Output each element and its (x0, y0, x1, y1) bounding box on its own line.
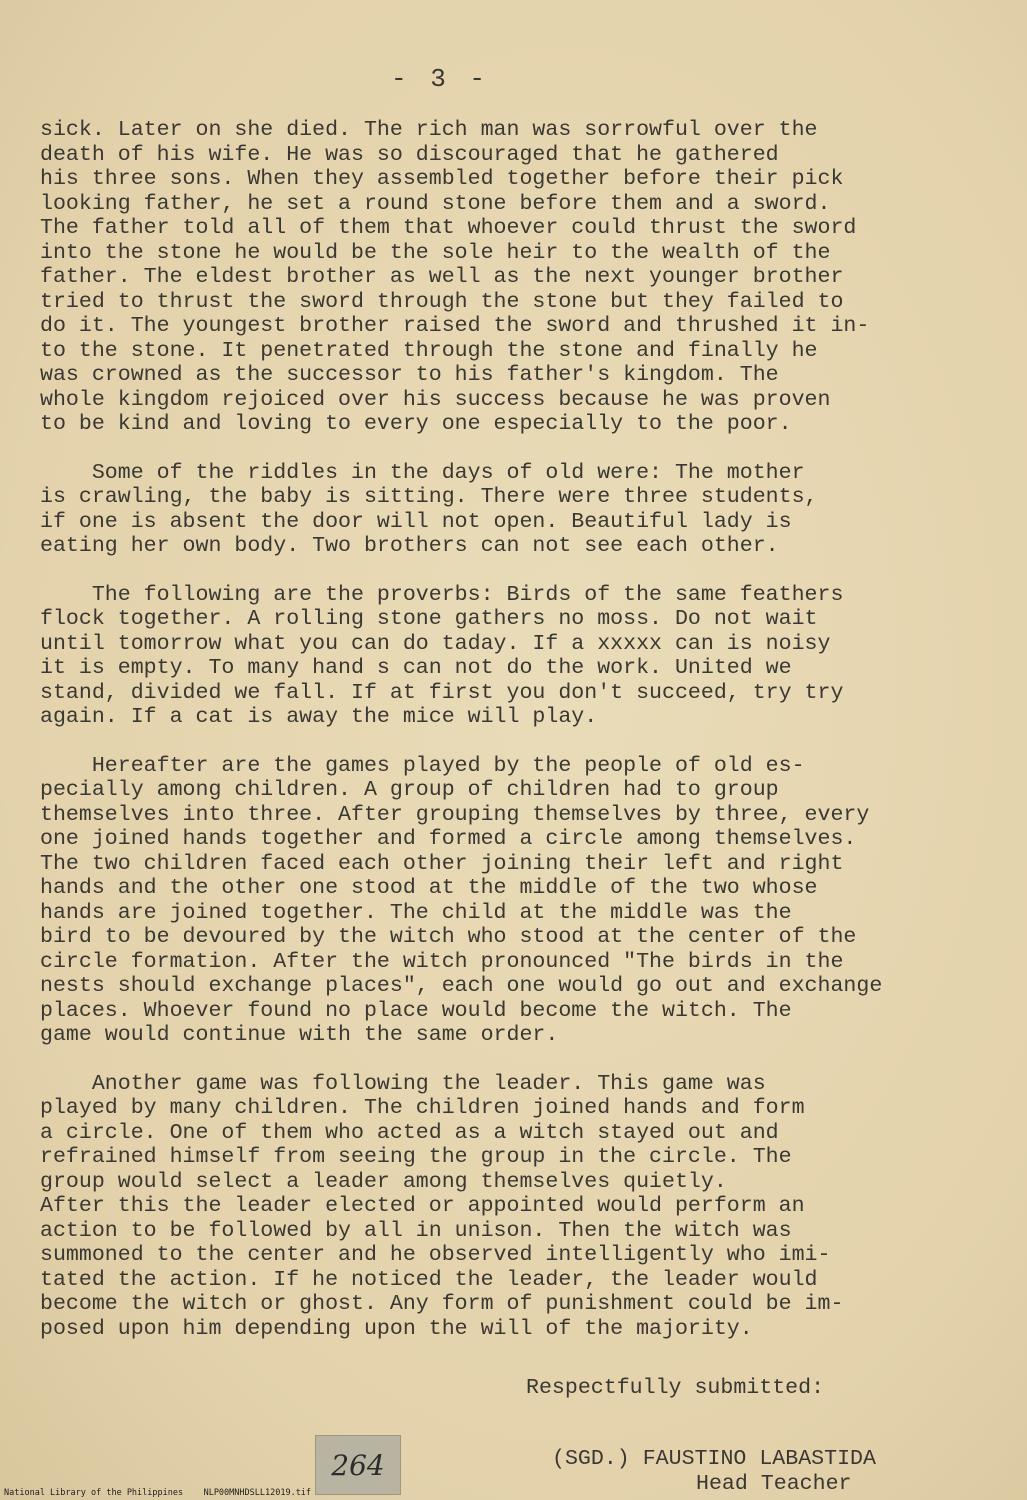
text-line: do it. The youngest brother raised the sword and thrushed it in- (40, 314, 870, 338)
text-line: After this the leader elected or appointed would perform an (40, 1194, 805, 1218)
text-line: become the witch or ghost. Any form of punishment could be im- (40, 1292, 844, 1316)
text-line: hands and the other one stood at the middle of the two whose (40, 876, 818, 900)
text-line: The following are the proverbs: Birds of the same feathers (40, 582, 844, 607)
text-line: Another game was following the leader. This game was (40, 1071, 766, 1096)
signatory-name: (SGD.) FAUSTINO LABASTIDA (552, 1447, 876, 1471)
text-line: again. If a cat is away the mice will play. (40, 705, 598, 729)
paragraph-riddles (40, 461, 990, 559)
text-line: hands are joined together. The child at the middle was the (40, 900, 792, 925)
page-number: - 3 - (390, 64, 489, 94)
paragraph-story (40, 118, 990, 437)
text-line: game would continue with the same order. (40, 1023, 559, 1047)
text-line: into the stone he would be the sole heir to the wealth of the (40, 240, 831, 265)
text-line: tated the action. If he noticed the leader, the leader would (40, 1267, 818, 1292)
text-line: places. Whoever found no place would become the witch. The (40, 998, 792, 1023)
text-line: stand, divided we fall. If at first you don't succeed, try try (40, 680, 844, 705)
text-line: to the stone. It penetrated through the stone and finally he (40, 338, 818, 363)
text-line: a circle. One of them who acted as a witch stayed out and (40, 1120, 779, 1145)
signature-block (552, 1447, 876, 1496)
text-line: bird to be devoured by the witch who stood at the center of the (40, 925, 857, 949)
archive-footer: National Library of the Philippines NLP00MNHDSLL12019.tif (4, 1488, 312, 1498)
paragraph-follow-the-leader (40, 1072, 990, 1342)
text-line: it is empty. To many hand s can not do the work. United we (40, 656, 792, 680)
text-line: eating her own body. Two brothers can not see each other. (40, 534, 779, 558)
text-line: action to be followed by all in unison. Then the witch was (40, 1218, 792, 1243)
text-line: until tomorrow what you can do taday. If a xxxxx can is noisy (40, 631, 831, 656)
page-stamp (315, 1435, 401, 1495)
text-line: tried to thrust the sword through the stone but they failed to (40, 289, 844, 314)
text-line: sick. Later on she died. The rich man was sorrowful over the (40, 118, 818, 142)
closing-line: Respectfully submitted: (526, 1376, 825, 1400)
stamp-number: 264 (331, 1448, 385, 1482)
signatory-title: Head Teacher (696, 1471, 852, 1496)
text-line: circle formation. After the witch pronounced "The birds in the (40, 949, 844, 974)
text-line: one joined hands together and formed a circle among themselves. (40, 827, 857, 851)
text-line: whole kingdom rejoiced over his success because he was proven (40, 387, 831, 412)
text-line: was crowned as the successor to his father's kingdom. The (40, 363, 779, 387)
text-line: father. The eldest brother as well as the next younger brother (40, 265, 844, 289)
text-line: Some of the riddles in the days of old were: The mother (40, 460, 805, 485)
document-body (40, 118, 990, 1365)
text-line: summoned to the center and he observed intelligently who imi- (40, 1243, 831, 1267)
text-line: if one is absent the door will not open. Beautiful lady is (40, 509, 792, 534)
paragraph-proverbs (40, 583, 990, 730)
text-line: nests should exchange places", each one would go out and exchange (40, 974, 883, 998)
text-line: played by many children. The children joined hands and form (40, 1096, 805, 1120)
text-line: is crawling, the baby is sitting. There were three students, (40, 485, 818, 509)
text-line: group would select a leader among themselves quietly. (40, 1169, 727, 1194)
paragraph-games (40, 754, 990, 1048)
text-line: to be kind and loving to every one especially to the poor. (40, 412, 792, 436)
text-line: his three sons. When they assembled together before their pick (40, 167, 844, 191)
text-line: The father told all of them that whoever could thrust the sword (40, 216, 857, 240)
text-line: looking father, he set a round stone before them and a sword. (40, 191, 831, 216)
text-line: death of his wife. He was so discouraged that he gathered (40, 142, 779, 167)
text-line: Hereafter are the games played by the people of old es- (40, 753, 805, 778)
text-line: posed upon him depending upon the will of the majority. (40, 1316, 753, 1341)
text-line: The two children faced each other joining their left and right (40, 851, 844, 876)
text-line: refrained himself from seeing the group in the circle. The (40, 1145, 792, 1169)
text-line: pecially among children. A group of children had to group (40, 778, 779, 802)
text-line: themselves into three. After grouping themselves by three, every (40, 802, 870, 827)
text-line: flock together. A rolling stone gathers no moss. Do not wait (40, 607, 818, 631)
